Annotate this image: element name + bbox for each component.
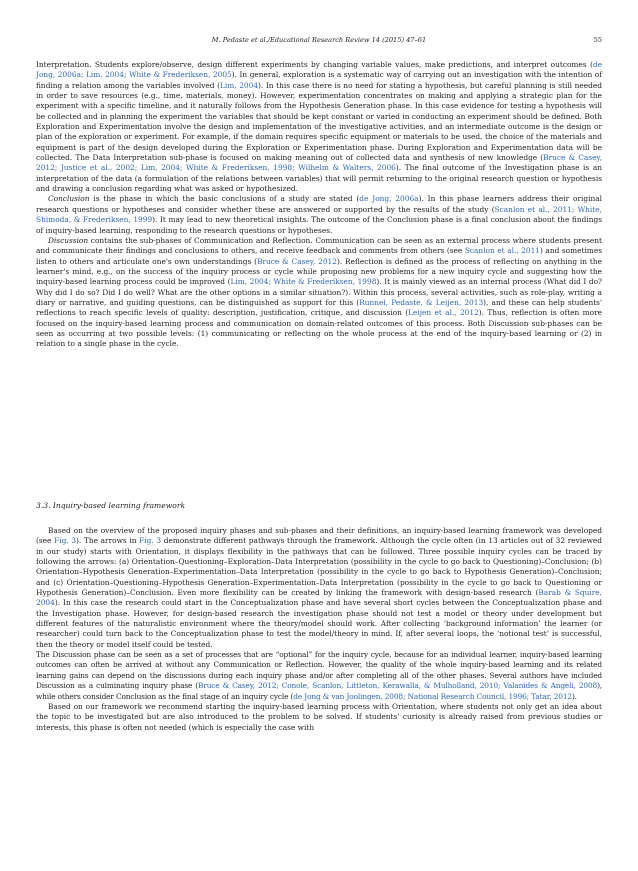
text-run: demonstrate different pathways through the framework. Although the cycle often (in 13 articles out of 32 reviewed in our study) starts with Orientation, it displays flexibility in the pathways that can be followed. Three possible inquiry cycles can be traced by following the arrows: (a) Orientation–Questioning–Exploration–Data Interpretation (possibility in the cycle to go back to Questioning)–Conclusion; (b) Orientation–Hypothesis Generation–Experimentation–Data Interpretation (possibility in the cycle to go back to Hypothesis Generation)–Conclusion; and (c) Orientation–Questioning–Hypothesis Generation–Experimentation–Data Interpretation (possibility in the cycle to go back to Questioning or Hypothesis Generation)–Conclusion. Even more flexibility can be created by linking the framework with design-based research ( xyxy=(36,536,603,598)
text-run: ). In this case there is no need for stating a hypothesis, but careful planning is still needed in order to save resources (e.g., time, materials, money). However, experimentation concentrates on making and applying a strategic plan for the experiment with a specific timeline, and it naturally follows from the Hypothesis Generation phase. In this case evidence for testing a hypothesis will be collected and in planning the experiment the variables that should be kept constant or varied in conducting an experiment should be defined. Both Exploration and Experimentation involve the design and implementation of the investigative activities, and an intermediate outcome is the design or plan of the exploration or experiment. For example, if the domain requires specific equipment or materials to be used, the choice of the materials and equipment is part of the design developed during the Exploration or Experimentation phase. During Exploration and Experimentation data will be collected. The Data Interpretation sub-phase is focused on making meaning out of collected data and synthesis of new knowledge ( xyxy=(36,80,602,163)
figure-link[interactable]: Fig. 3 xyxy=(54,536,77,546)
text-run: ), and these can help students' reflections to reach specific levels of quality: description, justification, critique, and discussion ( xyxy=(36,297,602,318)
citation-link[interactable]: Leijen et al., 2012 xyxy=(408,308,479,318)
citation-link[interactable]: Runnel, Pedaste, & Leijen, 2013 xyxy=(359,297,484,307)
citation-link[interactable]: Lim, 2004; White & Frederiksen, 1998 xyxy=(230,277,377,287)
text-run: ). It is mainly viewed as an internal process (What did I do? Why did I do so? Did I do well? What are the other options in a similar situation?). Within this process, several activities, such as role-play, writing a diary or narrative, and guiding questions, can be distinguished as support for this ( xyxy=(36,277,602,307)
text-run: Based on our framework we recommend starting the inquiry-based learning process with Orientation, where students not only get an idea about the topic to be investigated but are also introduced to the problem to be solved. If students' curiosity is already raised from previous studies or interests, this phase is often not needed (which is especially the case with xyxy=(36,701,602,732)
citation-link[interactable]: Bruce & Casey, 2012; Justice et al., 2002; Lim, 2004; White & Frederiksen, 1998; Wilhelm & Walters, 2006 xyxy=(36,153,602,173)
citation-link[interactable]: Lim, 2004 xyxy=(219,80,259,90)
text-run: ). In general, exploration is a systematic way of carrying out an investigation with the intention of finding a relation among the variables involved ( xyxy=(36,70,602,90)
body-text-lower xyxy=(36,526,602,733)
text-run: contains the sub-phases of Communication and Reflection. Communication can be seen as an external process where students present and communicate their findings and conclusions to others, and receive feedback and comments from others (see xyxy=(36,235,602,256)
citation-link[interactable]: Bruce & Casey, 2012; Conole, Scanlon, Littleton, Kerawalla, & Mulholland, 2010; Valanides & Angeli, 2008 xyxy=(198,681,598,691)
paragraph-recommendation xyxy=(36,702,602,733)
text-run: ). It may lead to new theoretical insights. The outcome of the Conclusion phase is a final conclusion about the findings of inquiry-based learning, responding to the research questions or hypotheses. xyxy=(36,215,602,235)
journal-citation: M. Pedaste et al./Educational Research Review 14 (2015) 47–61 xyxy=(211,36,427,44)
text-run: Based on the overview of the proposed inquiry phases and sub-phases and their definitions, an inquiry-based learning framework was developed (see xyxy=(36,526,602,546)
text-run: ). Reflection is defined as the process of reflecting on anything in the learner's mind, e.g., on the success of the inquiry process or cycle while proposing new problems for a new inquiry cycle and suggesting how the inquiry-based learning process could be improved ( xyxy=(36,256,602,287)
paragraph-investigation xyxy=(36,60,602,194)
term-conclusion: Conclusion xyxy=(48,194,90,204)
text-run: is the phase in which the basic conclusions of a study are stated ( xyxy=(89,194,360,204)
text-run: Interpretation. Students explore/observe, design different experiments by changing variable values, make predictions, and interpret outcomes ( xyxy=(36,60,593,69)
text-run: ). The arrows in xyxy=(76,536,140,546)
text-run: The Discussion phase can be seen as a set of processes that are “optional” for the inquiry cycle, because for an individual learner, inquiry-based learning outcomes can often be arrived at without any Communication or Reflection. However, the quality of the whole inquiry-based learning and its related learning gains can depend on the discussions during each inquiry phase and/or after completing all of the other phases. Several authors have included Discussion as a culminating inquiry phase ( xyxy=(36,650,602,691)
citation-link[interactable]: Barab & Squire, 2004 xyxy=(36,588,602,608)
section-heading: 3.3. Inquiry-based learning framework xyxy=(36,501,186,510)
text-run: ). In this phase learners address their original research questions or hypotheses and consider whether these are answered or supported by the results of the study ( xyxy=(36,194,602,214)
text-run: ). Thus, reflection is often more focused on the inquiry-based learning process and communication on domain-related outcomes of this process. Both Discussion sub-phases can be seen as occurring at two possible levels: (1) communicating or reflecting on the whole process at the end of the inquiry-based learning or (2) in relation to a single phase in the cycle. xyxy=(36,308,602,349)
text-run: ). The final outcome of the Investigation phase is an interpretation of the data (a formulation of the relations between variables) that will permit returning to the original research question or hypothesis and drawing a conclusion regarding what was asked or hypothesized. xyxy=(36,163,602,194)
text-run: ) and sometimes listen to others and articulate one's own understandings ( xyxy=(36,246,602,266)
figure-link[interactable]: Fig. 3 xyxy=(139,536,162,546)
page-number: 55 xyxy=(593,36,602,44)
citation-link[interactable]: de Jong & van Joolingen, 2008; National Research Council, 1996; Tatar, 2012 xyxy=(293,691,572,701)
text-run: ), while others consider Conclusion as the final stage of an inquiry cycle ( xyxy=(36,681,602,701)
citation-link[interactable]: Bruce & Casey, 2012 xyxy=(257,256,337,266)
citation-link[interactable]: Scanlon et al., 2011 xyxy=(464,246,540,256)
term-discussion: Discussion xyxy=(48,235,89,245)
paragraph-discussion xyxy=(36,236,602,350)
text-run: ). xyxy=(571,691,577,701)
citation-link[interactable]: de Jong, 2006a xyxy=(359,194,419,204)
body-text-upper xyxy=(36,60,602,350)
paragraph-conclusion xyxy=(36,194,602,235)
paragraph-discussion-phase xyxy=(36,650,602,702)
citation-link[interactable]: de Jong, 2006a; Lim, 2004; White & Frederiksen, 2005 xyxy=(36,60,602,80)
text-run: ). In this case the research could start in the Conceptualization phase and have several short cycles between the Conceptualization phase and the Investigation phase. However, for design-based research the investigation phase should not test a model or theory under development but different features of the naturalistic environment where the theory/model should work. After collecting ‘background information’ the learner (or researcher) could turn back to the Conceptualization phase to test the model/theory in mind. If, after several loops, the ‘notional test’ is successful, then the theory or model itself could be tested. xyxy=(36,598,602,649)
citation-link[interactable]: Scanlon et al., 2011; White, Shimoda, & Frederiksen, 1999 xyxy=(36,204,602,225)
paragraph-framework xyxy=(36,526,602,650)
running-header xyxy=(36,36,602,46)
